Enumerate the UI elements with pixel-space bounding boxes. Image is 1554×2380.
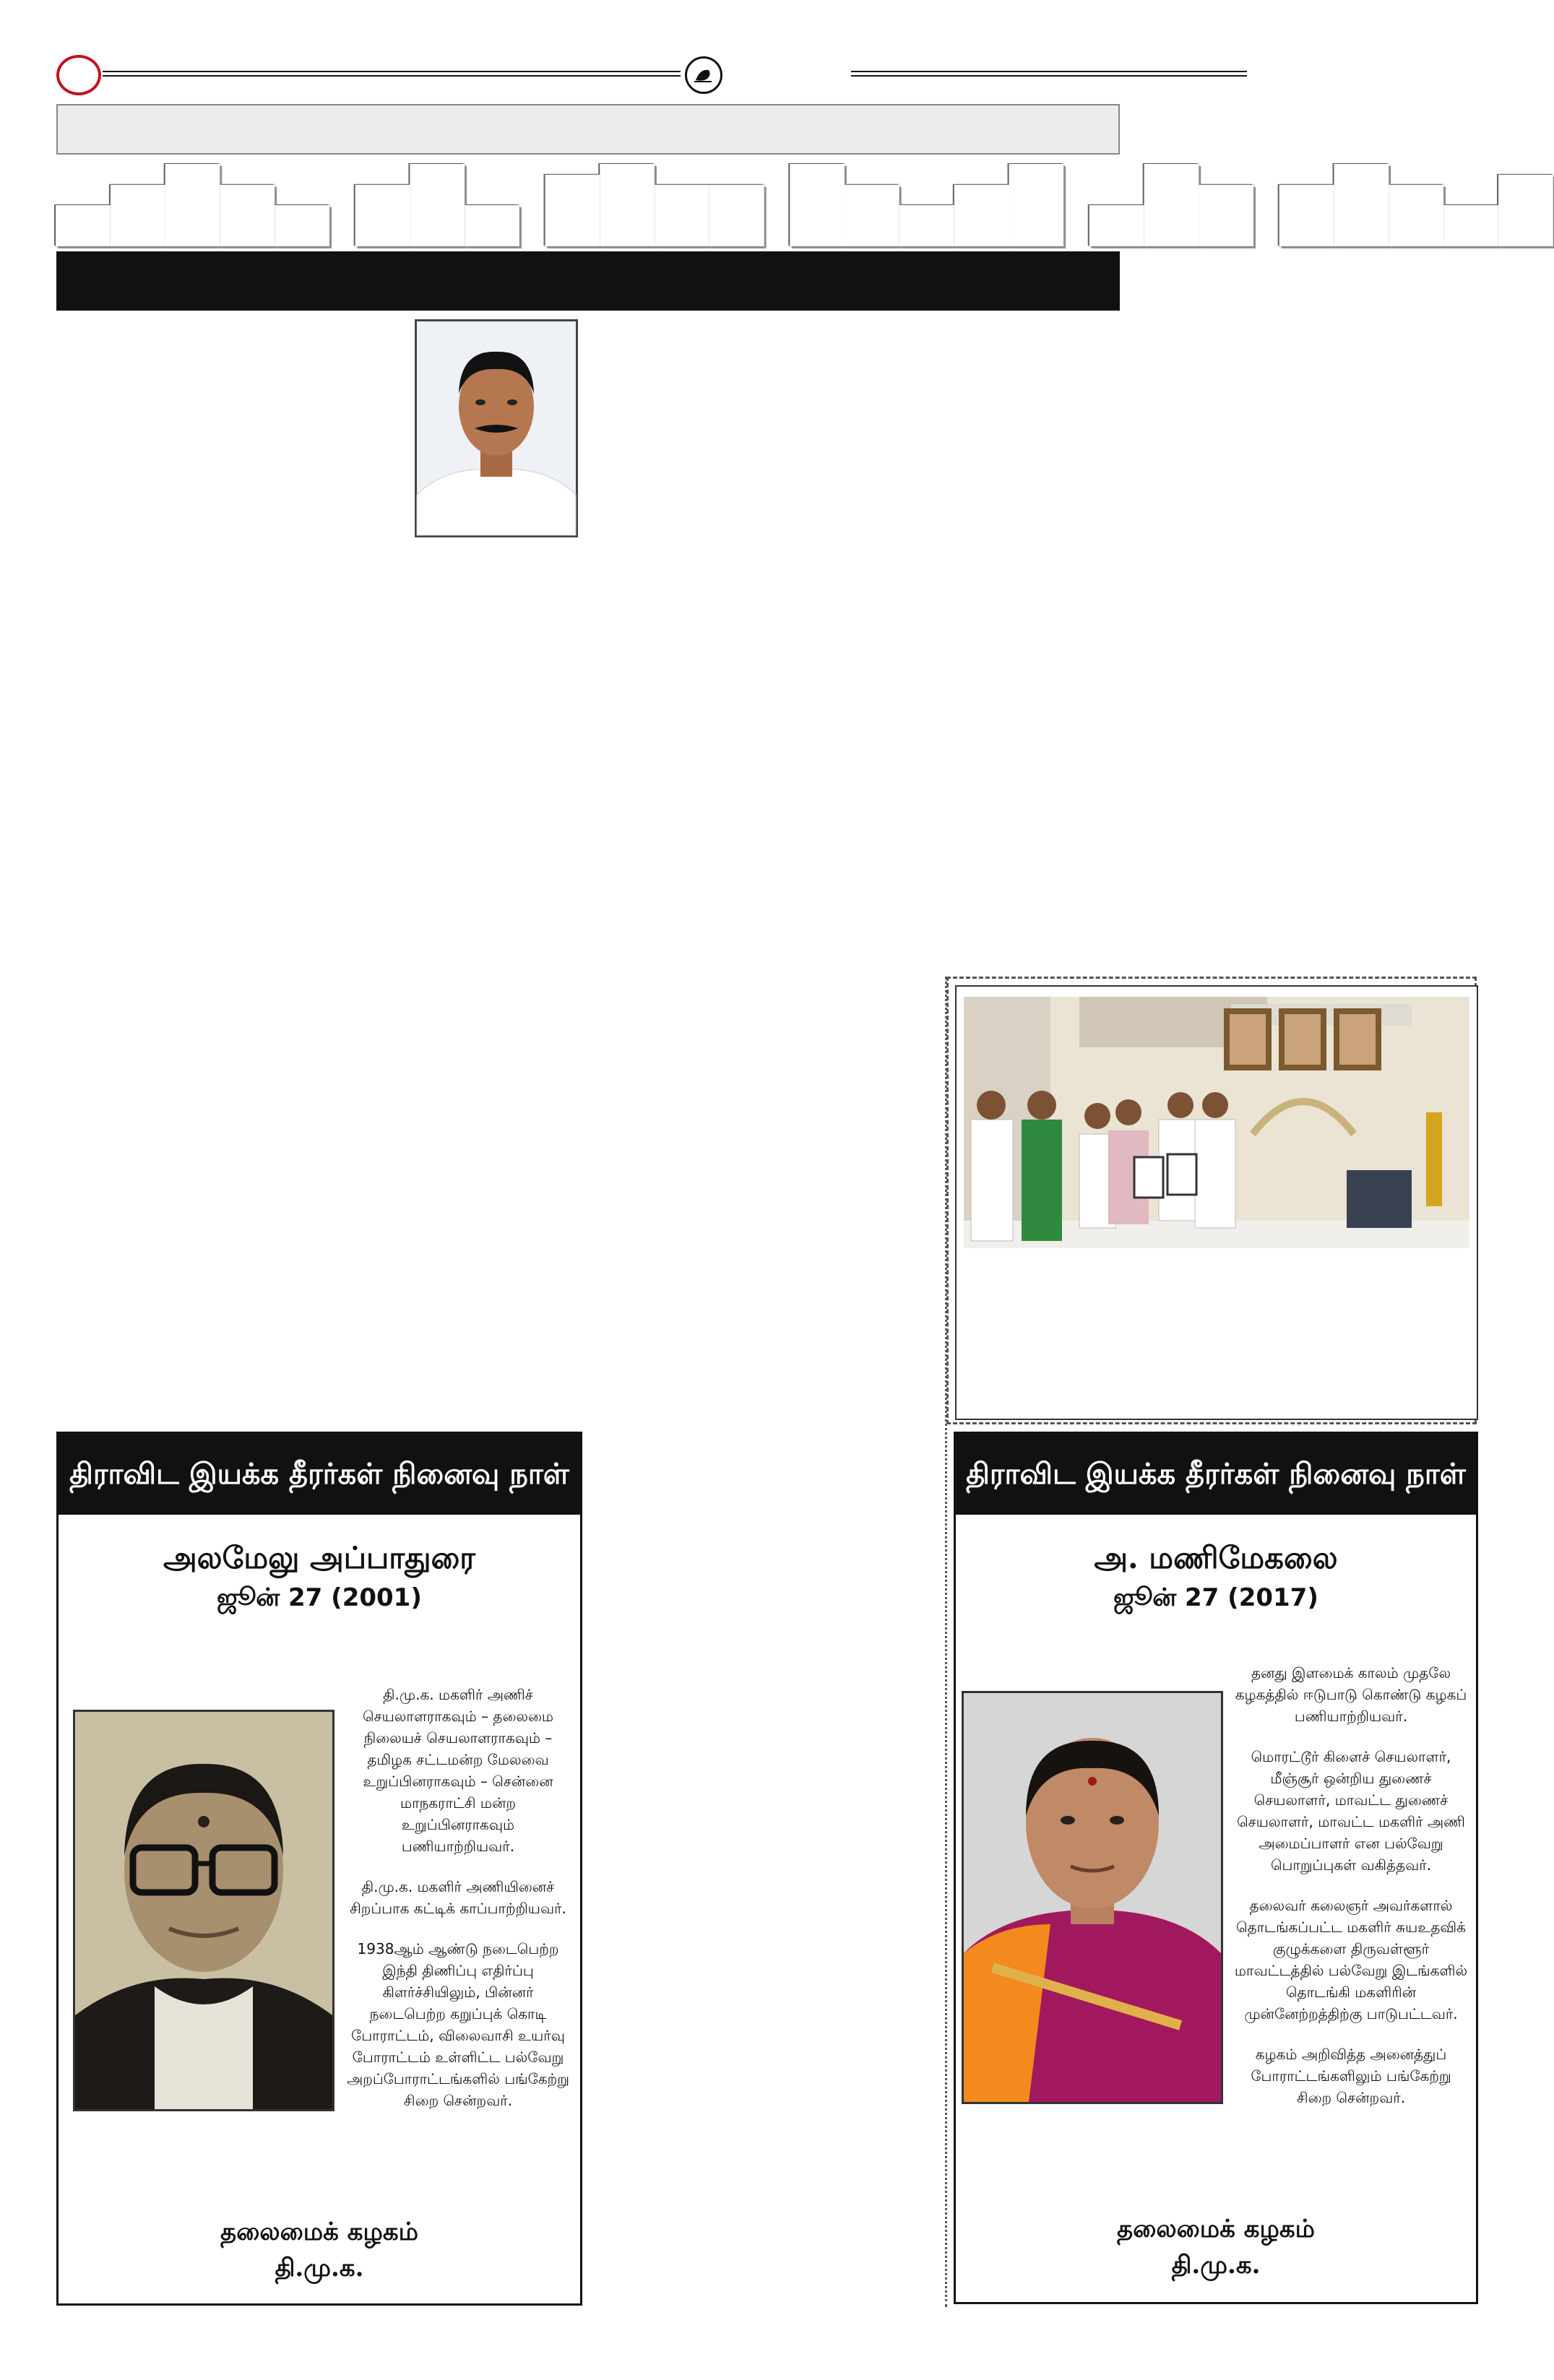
bio-paragraph: தி.மு.க. மகளிர் அணிச் செயலாளராகவும் – தலைமை நிலையச் செயலாளராகவும் – தமிழக சட்டமன்ற மேலவை உறுப்பினராகவும் – சென்னை மாநகராட்சி மன்ற உறுப்பினராகவும் பணியாற்றியவர். bbox=[363, 1686, 553, 1855]
memorial-bio bbox=[346, 1684, 570, 2130]
memorial-photo bbox=[962, 1691, 1223, 2104]
bio-paragraph: 1938ஆம் ஆண்டு நடைபெற்ற இந்தி திணிப்பு எதிர்ப்பு கிளர்ச்சியிலும், பின்னர் நடைபெற்ற கறுப்புக் கொடி போராட்டம், விலைவாசி உயர்வு போராட்டம் உள்ளிட்ட பல்வேறு அறப்போராட்டங்களில் பங்கேற்று சிறை சென்றவர். bbox=[347, 1940, 569, 2109]
page-number-circle bbox=[56, 55, 101, 95]
memorial-heading: திராவிட இயக்க தீரர்கள் நினைவு நாள் bbox=[956, 1434, 1476, 1515]
memorial-bio bbox=[1233, 1662, 1469, 2127]
memorial-name: அலமேலு அப்பாதுரை bbox=[163, 1540, 476, 1575]
memorial-card-2 bbox=[954, 1432, 1478, 2304]
group-photo bbox=[964, 997, 1469, 1248]
memorial-signature: தலைமைக் கழகம் bbox=[220, 2217, 418, 2246]
memorial-photo bbox=[73, 1710, 334, 2111]
memorial-card-1 bbox=[56, 1432, 582, 2306]
memorial-date: ஜூன் 27 (2001) bbox=[217, 1583, 422, 1612]
header-rule-left bbox=[103, 71, 681, 77]
memorial-signature-party: தி.மு.க. bbox=[275, 2254, 364, 2282]
bio-paragraph: கழகம் அறிவித்த அனைத்துப் போராட்டங்களிலும் பங்கேற்று சிறை சென்றவர். bbox=[1251, 2046, 1451, 2106]
memorial-date: ஜூன் 27 (2017) bbox=[1113, 1583, 1318, 1612]
rising-sun-emblem-icon bbox=[685, 56, 722, 94]
header-rule-right bbox=[851, 71, 1247, 77]
bio-paragraph: தனது இளமைக் காலம் முதலே கழகத்தில் ஈடுபாடு கொண்டு கழகப் பணியாற்றியவர். bbox=[1235, 1664, 1467, 1725]
portrait-photo bbox=[415, 319, 578, 537]
memorial-signature-party: தி.மு.க. bbox=[1171, 2251, 1261, 2280]
grey-banner bbox=[56, 104, 1120, 155]
memorial-signature: தலைமைக் கழகம் bbox=[1117, 2215, 1315, 2243]
headline-black-band bbox=[56, 251, 1120, 311]
bio-paragraph: தி.மு.க. மகளிர் அணியினைச் சிறப்பாக கட்டிக் காப்பாற்றியவர். bbox=[350, 1878, 566, 1917]
bio-paragraph: மொரட்டூர் கிளைச் செயலாளர், மீஞ்சூர் ஒன்றிய துணைச் செயலாளர், மாவட்ட துணைச் செயலாளர், மாவட்ட மகளிர் அணி அமைப்பாளர் என பல்வேறு பொறுப்புகள் வகித்தவர். bbox=[1237, 1748, 1465, 1874]
memorial-heading: திராவிட இயக்க தீரர்கள் நினைவு நாள் bbox=[59, 1434, 580, 1515]
bio-paragraph: தலைவர் கலைஞர் அவர்களால் தொடங்கப்பட்ட மகளிர் சுயஉதவிக் குழுக்களை திருவள்ளூர் மாவட்டத்தில் பல்வேறு இடங்களில் தொடங்கி மகளிரின் முன்னேற்றத்திற்கு பாடுபட்டவர். bbox=[1234, 1897, 1468, 2022]
memorial-name: அ. மணிமேகலை bbox=[1094, 1540, 1338, 1575]
faded-headline-graphic: ▄▆█▆▄ ▆█▄ ▇█▆▆ █▆▄▆█ ▄█▆ ▆█▆▄▇ bbox=[56, 165, 1554, 246]
